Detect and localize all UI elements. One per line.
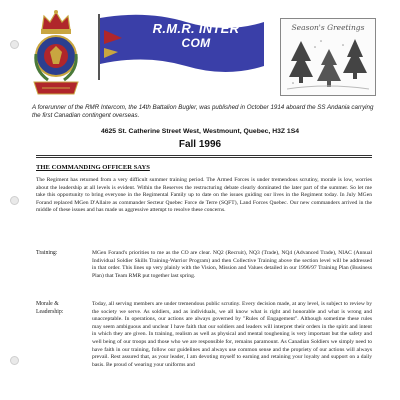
training-label: Training:	[36, 250, 58, 256]
address-line: 4625 St. Catherine Street West, Westmount, Quebec, H3Z 1S4	[100, 128, 300, 135]
newsletter-title	[136, 22, 256, 50]
punch-hole	[10, 356, 19, 365]
morale-paragraph: Today, all serving members are under tremendous public scrutiny. Every decision made, at any level, is subject to review by the society we serve. As soldiers, and as individuals, we all know what is right and honorable and what is wrong and unacceptable. In operations, our actions are always governed by "Rules of Engagement". Although sometime these rules may seem ambiguous and unclear I have faith that our soldiers and leaders will interpret their orders in the spirit and intent in which they are given. In training, realism as well as physical and mental toughening is very important but the safety and well being of our troops and those who we are responsible for, remains paramount. As Canadian Soldiers we simply need to have faith in our training, follow our guidelines and always use common sense and the propriety of our actions will always prevail. Rest assured that, as your leader, I am devoting myself to earning and retaining your loyalty and support on a daily basis. Be proud of wearing your uniforms and	[92, 301, 372, 368]
regiment-badge-logo	[28, 8, 84, 100]
card-title: Season's Greetings	[291, 23, 365, 32]
intro-paragraph: The Regiment has returned from a very difficult summer training period. The Armed Forces is under tremendous scrutiny, morale is low, worries about the leadership at all levels is evident. Within the Reserves the restructuring debate clearly dominated the later part of the summer. So let me take this opportunity to bring everyone in the Regimental Family up to date on the issues guiding our lives in the Regiment today. In July MGen Forand replaced MGen D'Allaire as commander Secteur Quebec Force de Terre (SQFT), Land Forces Quebec. Our new commanders arrived in the middle of these issues and has made us aggressive attempt to resolve these concerns.	[36, 177, 372, 214]
issue-date: Fall 1996	[178, 139, 222, 150]
section-heading: THE COMMANDING OFFICER SAYS	[36, 164, 150, 171]
masthead-caption: A forerunner of the RMR Intercom, the 14th Battalion Bugler, was published in October 1914 aboard the SS Andania carrying the first Canadian contingent overseas.	[32, 104, 374, 119]
morale-leadership-label: Morale & Leadership:	[36, 301, 64, 315]
seasons-greetings-card	[280, 18, 376, 96]
title-line-1: R.M.R. INTER	[152, 21, 240, 36]
divider-rule	[36, 157, 372, 158]
training-paragraph: MGen Forand's priorities to me as the CO are clear. NQ2 (Recruit), NQ3 (Trade), NQ4 (Advanced Trade), NIAC (Annual Individual Soldier Skills Training-Warrior Program) and then Collective Training above the section level will be addressed in that order. This lines up very plainly with the Vision, Mission and Values detailed in our 1996/97 Training Plan (Business Plan) that Team RMR put together last spring.	[92, 250, 372, 279]
punch-hole	[10, 40, 19, 49]
title-line-2: COM	[181, 36, 211, 50]
pine-trees-illustration	[287, 37, 369, 93]
punch-hole	[10, 196, 19, 205]
divider-rule	[36, 155, 372, 156]
